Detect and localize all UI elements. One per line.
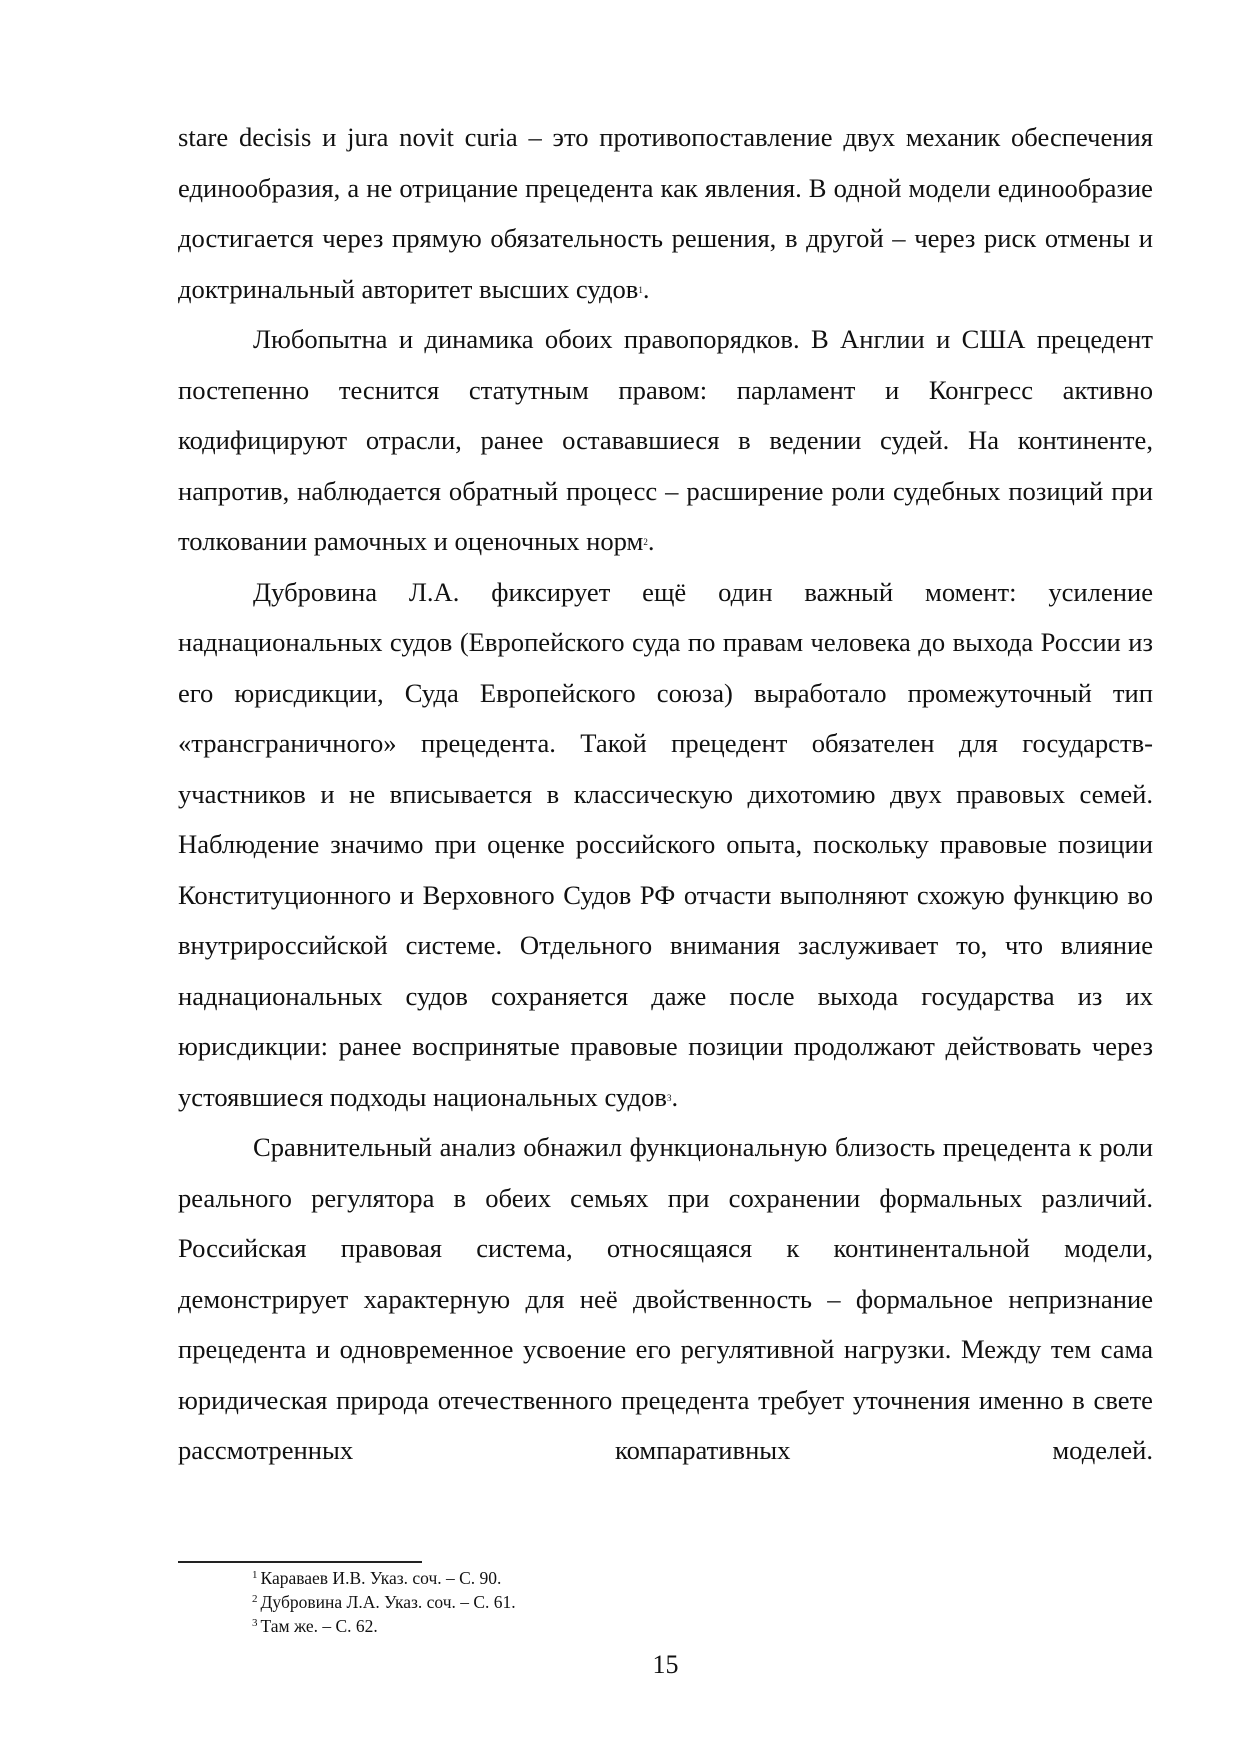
footnote-number-1: 1: [252, 1569, 258, 1581]
footnote-text-2: Дубровина Л.А. Указ. соч. – С. 61.: [260, 1592, 516, 1612]
footnote-1: [252, 1566, 1152, 1590]
footnote-ref-1[interactable]: 1: [638, 284, 643, 295]
paragraph-4: [178, 1122, 1153, 1476]
footnotes: [252, 1566, 1152, 1638]
footnote-text-3: Там же. – С. 62.: [260, 1616, 378, 1636]
paragraph-2: [178, 314, 1153, 567]
paragraph-2-text: Любопытна и динамика обоих правопорядков. В Англии и США прецедент постепенно теснится статутным правом: парламент и Конгресс активно кодифицируют отрасли, ранее остававшиеся в ведении судей. На континенте, напротив, наблюдается обратный процесс – расширение роли судебных позиций при толковании рамочных и оценочных норм: [178, 324, 1153, 556]
paragraph-1-text: stare decisis и jura novit curia – это противопоставление двух механик обеспечения единообразия, а не отрицание прецедента как явления. В одной модели единообразие достигается через прямую обязательность решения, в другой – через риск отмены и доктринальный авторитет высших судов: [178, 122, 1153, 304]
main-text: [178, 112, 1153, 1476]
paragraph-1: [178, 112, 1153, 314]
footnote-number-2: 2: [252, 1593, 258, 1605]
page-number: 15: [652, 1650, 679, 1679]
footnote-2: [252, 1590, 1152, 1614]
paragraph-4-text: Сравнительный анализ обнажил функциональную близость прецедента к роли реального регулятора в обеих семьях при сохранении формальных различий. Российская правовая система, относящаяся к континентальной модели, демонстрирует характерную для неё двойственность – формальное непризнание прецедента и одновременное усвоение его регулятивной нагрузки. Между тем сама юридическая природа отечественного прецедента требует уточнения именно в свете рассмотренных компаративных моделей.: [178, 1132, 1153, 1465]
footnote-separator: [178, 1561, 422, 1563]
paragraph-3-tail: .: [671, 1081, 679, 1112]
paragraph-1-tail: .: [642, 273, 650, 304]
paragraph-3-text: Дубровина Л.А. фиксирует ещё один важный момент: усиление наднациональных судов (Европейского суда по правам человека до выхода России из его юрисдикции, Суда Европейского союза) выработало промежуточный тип «трансграничного» прецедента. Такой прецедент обязателен для государств-участников и не вписывается в классическую дихотомию двух правовых семей. Наблюдение значимо при оценке российского опыта, поскольку правовые позиции Конституционного и Верховного Судов РФ отчасти выполняют схожую функцию во внутрироссийской системе. Отдельного внимания заслуживает то, что влияние наднациональных судов сохраняется даже после выхода государства из их юрисдикции: ранее воспринятые правовые позиции продолжают действовать через устоявшиеся подходы национальных судов: [178, 576, 1153, 1112]
paragraph-3: [178, 567, 1153, 1123]
footnote-3: [252, 1614, 1152, 1638]
footnote-number-3: 3: [252, 1617, 258, 1629]
footnote-text-1: Караваев И.В. Указ. соч. – С. 90.: [260, 1568, 502, 1588]
paragraph-2-tail: .: [647, 526, 655, 556]
footnote-ref-3[interactable]: 3: [666, 1092, 672, 1103]
footnote-ref-2[interactable]: 2: [643, 537, 648, 547]
